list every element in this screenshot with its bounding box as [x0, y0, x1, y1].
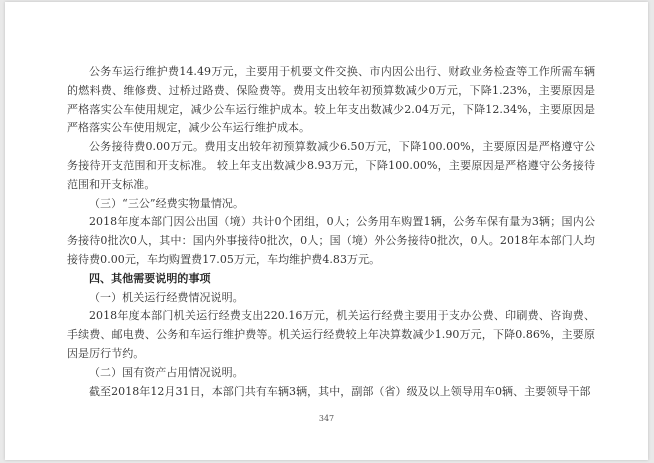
paragraph-state-assets: 截至2018年12月31日，本部门共有车辆3辆，其中，副部（省）级及以上领导用车0辆、主要领导干部: [89, 384, 591, 398]
subheading-physical-quantities: （三）“三公”经费实物量情况。: [89, 196, 244, 210]
paragraph-reception-expense: 公务接待费0.00万元。费用支出较年初预算数减少6.50万元，下降100.00%，主要原因是严格遵守公务接待开支范围和开支标准。 较上年支出数减少8.93万元，下降100.00%，主要原因是严格遵守公务接待范围和开支标准。: [67, 140, 595, 191]
document-body: [67, 63, 595, 401]
paragraph-physical-quantities: 2018年度本部门因公出国（境）共计0个团组，0人；公务用车购置1辆，公务车保有量为3辆；国内公务接待0批次0人，其中：国内外事接待0批次，0人；国（境）外公务接待0批次，0人。2018年本部门人均接待费0.00元，车均购置费17.05万元，车均维护费4.83万元。: [67, 215, 595, 266]
paragraph-operating-expenses: 2018年度本部门机关运行经费支出220.16万元，机关运行经费主要用于支办公费、印刷费、咨询费、手续费、邮电费、公务和车运行维护费等。机关运行经费较上年决算数减少1.90万元，下降0.86%，主要原因是厉行节约。: [67, 309, 595, 360]
paragraph-vehicle-maintenance: 公务车运行维护费14.49万元，主要用于机要文件交换、市内因公出行、财政业务检查等工作所需车辆的燃料费、维修费、过桥过路费、保险费等。费用支出较年初预算数减少0万元，下降1.23%，主要原因是严格落实公车使用规定，减少公车运行维护成本。较上年支出数减少2.04万元，下降12.34%，主要原因是严格落实公车使用规定，减少公车运行维护成本。: [67, 65, 595, 135]
page-number: 347: [318, 414, 335, 423]
subheading-state-assets: （二）国有资产占用情况说明。: [89, 365, 244, 379]
subheading-operating-expenses: （一）机关运行经费情况说明。: [89, 290, 244, 304]
section-heading-other-matters: 四、其他需要说明的事项: [89, 271, 211, 285]
document-page: [5, 2, 648, 460]
